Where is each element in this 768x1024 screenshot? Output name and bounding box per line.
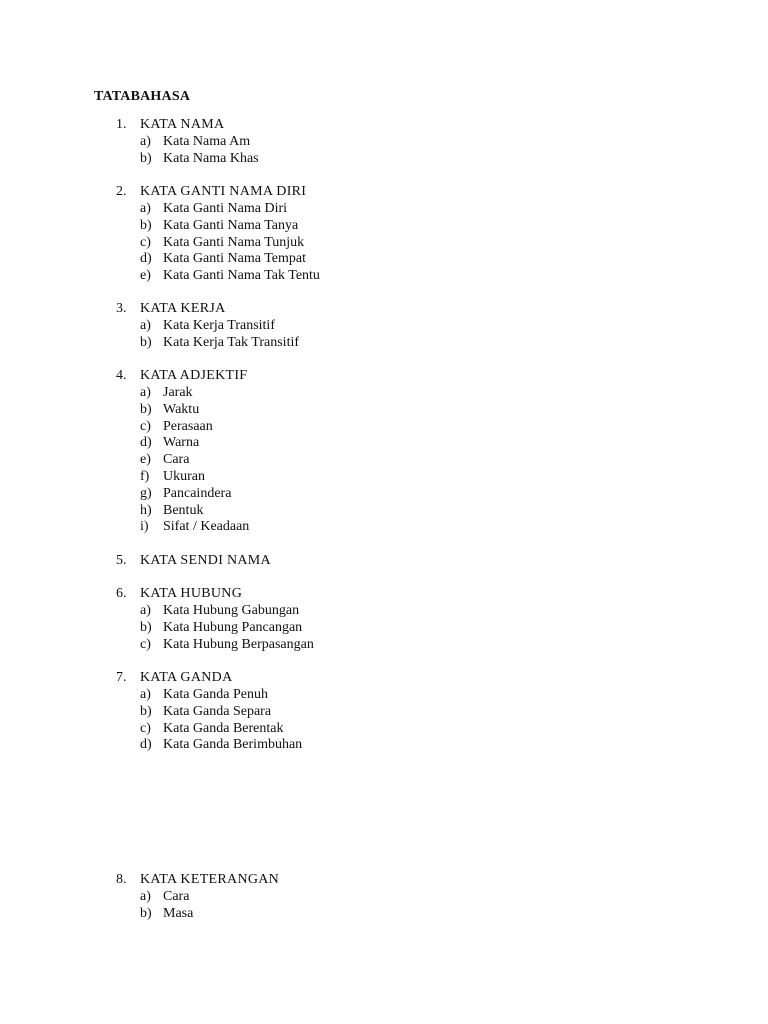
list-item-text: Kata Ganti Nama Tanya [163, 217, 299, 233]
list-item [0, 905, 768, 922]
section-heading [0, 300, 768, 317]
list-item-letter: b) [140, 150, 152, 166]
list-item [0, 485, 768, 502]
section-heading [0, 367, 768, 384]
list-item-text: Kata Hubung Berpasangan [163, 636, 314, 652]
list-item-letter: a) [140, 385, 151, 400]
list-item [0, 720, 768, 737]
list-item-letter: d) [140, 435, 152, 451]
list-item-letter: e) [140, 452, 151, 468]
list-item-letter: a) [140, 134, 151, 149]
list-item-text: Kata Ganti Nama Tunjuk [163, 234, 305, 250]
section-heading [0, 669, 768, 686]
section-title: KATA GANDA [140, 670, 233, 685]
list-item-text: Sifat / Keadaan [163, 519, 250, 535]
list-item-text: Kata Ganda Penuh [163, 687, 268, 702]
list-item-text: Kata Ganda Berentak [163, 720, 284, 736]
section-block [0, 871, 768, 922]
section-title: KATA KETERANGAN [140, 872, 280, 887]
section-number: 3. [116, 301, 127, 316]
list-item-letter: c) [140, 636, 151, 652]
list-item [0, 217, 768, 234]
list-item [0, 502, 768, 519]
section-number: 8. [116, 872, 127, 887]
section-block [0, 669, 768, 753]
list-item-text: Kata Kerja Tak Transitif [163, 334, 300, 350]
list-item [0, 150, 768, 167]
section-heading [0, 183, 768, 200]
list-item [0, 334, 768, 351]
list-item-letter: a) [140, 889, 151, 904]
list-item-letter: a) [140, 318, 151, 333]
list-item-text: Perasaan [163, 418, 213, 434]
list-item-text: Bentuk [163, 502, 204, 518]
list-item [0, 518, 768, 535]
list-item [0, 200, 768, 217]
list-item-text: Pancaindera [163, 485, 232, 501]
section-number: 1. [116, 117, 127, 132]
list-item-letter: e) [140, 268, 151, 284]
list-item-text: Masa [163, 905, 194, 921]
list-item-text: Ukuran [163, 468, 205, 484]
list-item-letter: g) [140, 485, 152, 501]
section-block [0, 116, 768, 167]
list-item-text: Kata Ganti Nama Tak Tentu [163, 268, 320, 284]
list-item-letter: i) [140, 519, 149, 535]
list-item [0, 267, 768, 284]
list-item-text: Kata Ganti Nama Diri [163, 201, 288, 216]
list-item [0, 451, 768, 468]
section-number: 5. [116, 553, 127, 568]
list-item [0, 401, 768, 418]
list-item [0, 619, 768, 636]
list-item-letter: c) [140, 720, 151, 736]
section-title: KATA SENDI NAMA [140, 553, 271, 568]
list-item-letter: a) [140, 603, 151, 618]
section-title: KATA HUBUNG [140, 586, 243, 601]
list-item-letter: h) [140, 502, 152, 518]
list-item [0, 250, 768, 267]
list-item-text: Kata Hubung Gabungan [163, 603, 300, 618]
list-item-text: Cara [163, 452, 190, 468]
list-item [0, 434, 768, 451]
list-item [0, 636, 768, 653]
section-block [0, 552, 768, 569]
list-item-text: Warna [163, 435, 200, 451]
list-item-letter: b) [140, 905, 152, 921]
list-item [0, 234, 768, 251]
list-item-text: Kata Nama Am [163, 134, 251, 149]
list-item-letter: a) [140, 201, 151, 216]
list-item-text: Kata Nama Khas [163, 150, 259, 166]
list-item-text: Waktu [163, 401, 200, 417]
section-block [0, 367, 768, 535]
section-block [0, 585, 768, 652]
section-heading [0, 585, 768, 602]
list-item-text: Kata Ganda Separa [163, 703, 272, 719]
list-item-letter: f) [140, 468, 150, 484]
section-heading [0, 871, 768, 888]
list-item [0, 317, 768, 334]
list-item-letter: b) [140, 703, 152, 719]
section-number: 2. [116, 184, 127, 199]
list-item [0, 686, 768, 703]
list-item-text: Kata Ganda Berimbuhan [163, 737, 303, 753]
list-item-letter: b) [140, 217, 152, 233]
section-title: KATA GANTI NAMA DIRI [140, 184, 307, 199]
list-item-letter: b) [140, 619, 152, 635]
list-item-letter: b) [140, 334, 152, 350]
list-item-letter: a) [140, 687, 151, 702]
list-item-text: Kata Hubung Pancangan [163, 619, 303, 635]
list-item-text: Cara [163, 889, 190, 904]
list-item [0, 384, 768, 401]
section-title: KATA NAMA [140, 117, 225, 132]
list-item [0, 418, 768, 435]
list-item-letter: c) [140, 234, 151, 250]
section-heading [0, 116, 768, 133]
section-title: KATA KERJA [140, 301, 226, 316]
list-item-text: Kata Kerja Transitif [163, 318, 275, 333]
section-number: 7. [116, 670, 127, 685]
list-item [0, 468, 768, 485]
page-title: TATABAHASA [94, 89, 191, 104]
list-item [0, 888, 768, 905]
list-item-text: Jarak [163, 385, 193, 400]
list-item [0, 736, 768, 753]
list-item-letter: b) [140, 401, 152, 417]
list-item-letter: c) [140, 418, 151, 434]
list-item-text: Kata Ganti Nama Tempat [163, 251, 306, 267]
section-number: 6. [116, 586, 127, 601]
list-item [0, 703, 768, 720]
section-title: KATA ADJEKTIF [140, 368, 248, 383]
section-heading [0, 552, 768, 569]
list-item-letter: d) [140, 737, 152, 753]
list-item [0, 133, 768, 150]
list-item [0, 602, 768, 619]
section-block [0, 300, 768, 351]
list-item-letter: d) [140, 251, 152, 267]
section-block [0, 183, 768, 284]
section-number: 4. [116, 368, 127, 383]
